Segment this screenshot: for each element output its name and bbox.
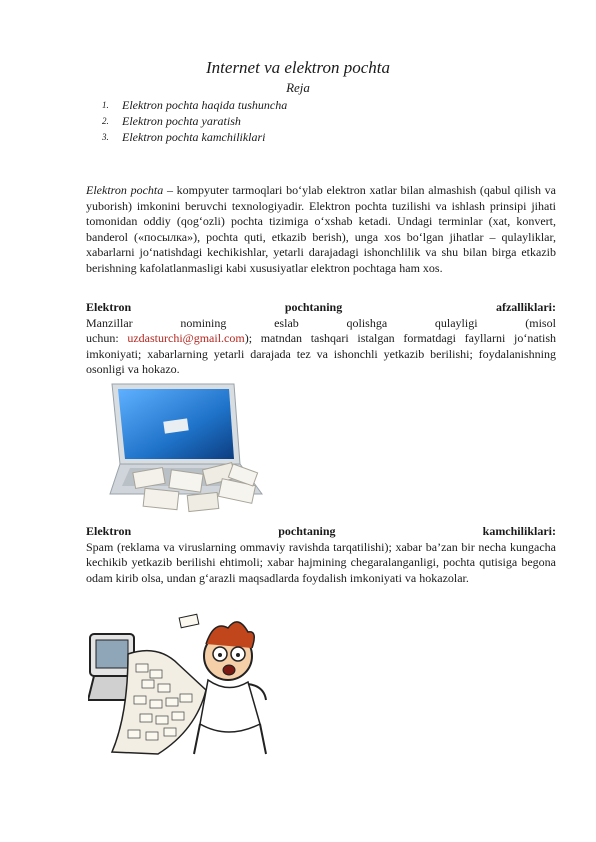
advantages-first-line [86,316,556,332]
plan-item [102,129,287,145]
text-word: eslab [274,315,299,330]
man-overwhelmed-by-emails-cartoon [88,604,278,762]
plan-item-text: Elektron pochta haqida tushuncha [122,98,288,112]
plan-item [102,97,287,113]
text-word: qolishga [346,315,388,330]
text-word: nomining [180,315,227,330]
document-title: Internet va elektron pochta [206,58,390,77]
heading-word: kamchiliklari: [482,524,556,538]
heading-word: pochtaning [284,300,343,314]
plan-item-number: 1. [102,100,109,110]
heading-word: Elektron [86,300,132,314]
advantages-text: ); matndan tashqari istalgan formatdagi fayllarni jo‘natish imkoniyati; xabarlarning yetarli darajada tez va ishonchli yetkazib berilishi; foydalanishning osonligi va hokazo. [86,331,556,377]
advantages-text-before-link: uchun: [86,331,128,346]
disadvantages-section [86,524,556,586]
plan-item-text: Elektron pochta yaratish [122,114,241,128]
email-link[interactable]: uzdasturchi@gmail.com [127,331,245,346]
plan-heading: Reja [286,80,310,95]
disadvantages-body: Spam (reklama va viruslarning ommaviy ravishda tarqatilishi); xabar ba’zan bir necha kungacha kechikib yetkazib berilishi ehtimoli; xabar hajmining chegaralanganligi, pochta qutisiga begona odam kirib olsa, undan g‘arazli maqsadlarda foydalish imkoniyati va hokazolar. [86,539,556,585]
intro-term: Elektron pochta [86,183,164,197]
heading-word: pochtaning [278,524,336,538]
text-word: (misol [525,315,556,330]
intro-paragraph [86,183,556,277]
advantages-body [86,331,556,378]
advantages-heading [86,300,556,316]
heading-word: Elektron [86,524,132,538]
text-word: Manzillar [86,315,133,330]
intro-text: – kompyuter tarmoqlari bo‘ylab elektron xatlar bilan almashish (qabul qilish va yuborish) imkonini beruvchi texnologiyadir. Elektron pochta tuzilishi va ishlash prinsipi jihati tomonidan oddiy (qog‘ozli) pochta tizimiga o‘xshab ketadi. Undagi terminlar (xat, konvert, banderol («посылка»), pochta quti, etkazib berish), unga xos bo‘lgan jihatlar – qulayliklar, xabarlarni jo‘natishdagi kechikishlar, yetarli darajadagi ishonchlilik va shu bilan birga etkazib berishning kafolatlanmasligi kabi xususiyatlar elektron pochtaga ham xos. [86,183,556,275]
heading-word: afzalliklari: [495,300,556,314]
plan-list [102,97,287,145]
advantages-section [86,300,556,378]
plan-item [102,113,287,129]
text-word: qulayligi [434,315,478,330]
plan-item-text: Elektron pochta kamchiliklari [122,130,266,144]
laptop-with-envelopes-illustration [100,382,270,516]
plan-item-number: 3. [102,132,109,142]
disadvantages-heading [86,524,556,540]
plan-item-number: 2. [102,116,109,126]
